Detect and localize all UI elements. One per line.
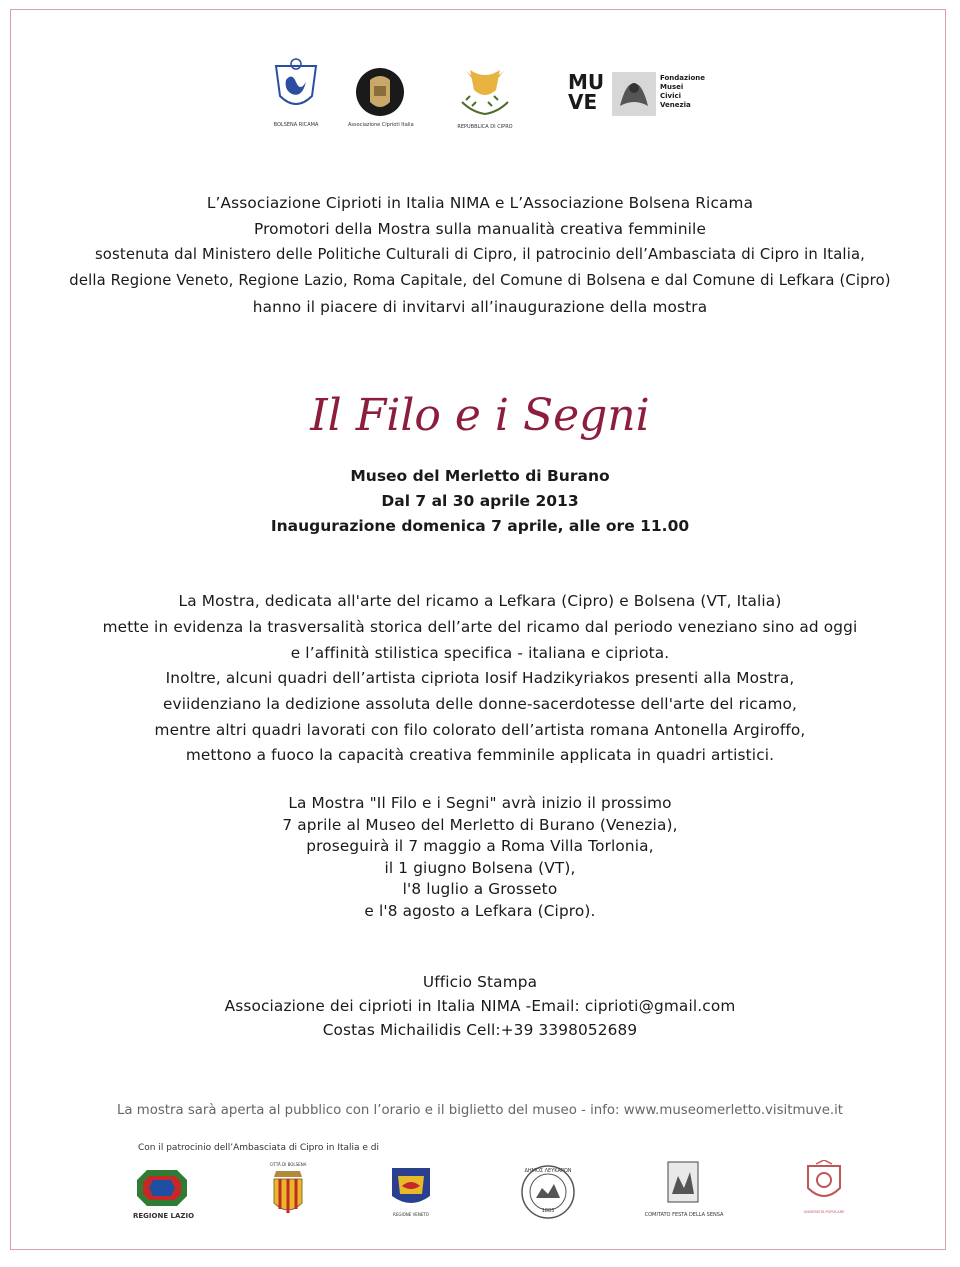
intro-line-4: della Regione Veneto, Regione Lazio, Roma Capitale, del Comune di Bolsena e dal Comune di Lefkara (Cipro) [69,272,891,289]
description-line-3: e l’affinità stilistica specifica - italiana e cipriota. [290,644,670,662]
opening-info-note: La mostra sarà aperta al pubblico con l’orario e il biglietto del museo - info: www.museomerletto.visitmuve.it [116,1103,844,1118]
muve-logo [568,70,706,116]
bolsena-caption: BOLSENA RICAMA [273,122,319,128]
lazio-caption: REGIONE LAZIO [133,1212,195,1220]
associazione-ciprioti-logo [348,66,412,128]
muve-text-4: Venezia [660,101,691,109]
universita-caption: UNIVERSITÀ POPOLARE [803,1210,845,1214]
tour-line-5: l'8 luglio a Grosseto [402,880,558,898]
description-line-4: Inoltre, alcuni quadri dell’artista cipriota Iosif Hadzikyriakos presenti alla Mostra, [165,669,795,687]
muve-text-3: Civici [660,92,682,100]
event-venue: Museo del Merletto di Burano [350,467,610,485]
regione-veneto-logo [388,1166,434,1216]
muve-lion-icon [612,72,656,116]
muve-text-2: Musei [660,83,684,91]
tour-line-6: e l'8 agosto a Lefkara (Cipro). [364,902,596,920]
press-contact: Costas Michailidis Cell:+39 3398052689 [322,1021,638,1039]
bolsena-ricama-logo [270,58,322,126]
comune-bolsena-logo [266,1162,310,1224]
description-line-5: eviidenziano la dedizione assoluta delle donne-sacerdotesse dell'arte del ricamo, [162,695,798,713]
intro-line-5: hanno il piacere di invitarvi all’inaugurazione della mostra [252,298,708,316]
lefkara-caption: ΔΗΜΟΣ ΛΕΥΚΑΡΩΝ [524,1168,572,1174]
tour-line-3: proseguirà il 7 maggio a Roma Villa Torlonia, [306,837,654,855]
description-line-6: mentre altri quadri lavorati con filo colorato dell’artista romana Antonella Argiroffo, [154,721,806,739]
muve-text-1: Fondazione [660,74,706,82]
intro-line-2: Promotori della Mostra sulla manualità creativa femminile [253,220,707,238]
tour-line-2: 7 aprile al Museo del Merletto di Burano (Venezia), [282,816,678,834]
description-line-1: La Mostra, dedicata all'arte del ricamo a Lefkara (Cipro) e Bolsena (VT, Italia) [178,592,782,610]
comitato-festa-sensa-logo [638,1160,730,1220]
repubblica-cipro-logo [452,56,518,130]
lefkara-year: 1883 [541,1208,555,1214]
repubblica-caption: REPUBBLICA DI CIPRO [457,124,513,130]
muve-mark-bottom: VE [568,90,598,114]
description-line-7: mettono a fuoco la capacità creativa femminile applicata in quadri artistici. [185,746,775,764]
press-office-title: Ufficio Stampa [422,973,538,991]
tour-line-4: il 1 giugno Bolsena (VT), [384,859,576,877]
intro-line-1: L’Associazione Ciprioti in Italia NIMA e L’Associazione Bolsena Ricama [206,194,754,212]
comune-lefkara-logo [520,1164,576,1220]
event-inauguration: Inaugurazione domenica 7 aprile, alle ore 11.00 [270,517,690,535]
tour-line-1: La Mostra "Il Filo e i Segni" avrà inizio il prossimo [288,794,672,812]
intro-line-3: sostenuta dal Ministero delle Politiche Culturali di Cipro, il patrocinio dell’Ambasciata di Cipro in Italia, [94,246,866,263]
press-email: Associazione dei ciprioti in Italia NIMA -Email: ciprioti@gmail.com [224,997,736,1015]
exhibition-title: Il Filo e i Segni [310,390,650,441]
veneto-caption: REGIONE VENETO [393,1212,429,1217]
associazione-caption: Associazione Ciprioti Italia [348,122,414,128]
universita-popolare-logo [800,1160,848,1220]
muve-mark-top: MU [568,70,605,94]
comitato-caption: COMITATO FESTA DELLA SENSA [644,1212,724,1218]
event-dates: Dal 7 al 30 aprile 2013 [381,492,579,510]
description-line-2: mette in evidenza la trasversalità storica dell’arte del ricamo dal periodo veneziano sino ad oggi [102,618,858,636]
bolsena-city-caption: CITTÀ DI BOLSENA [269,1162,307,1167]
regione-lazio-logo [133,1168,195,1220]
patronage-label: Con il patrocinio dell’Ambasciata di Cipro in Italia e di [138,1143,380,1153]
